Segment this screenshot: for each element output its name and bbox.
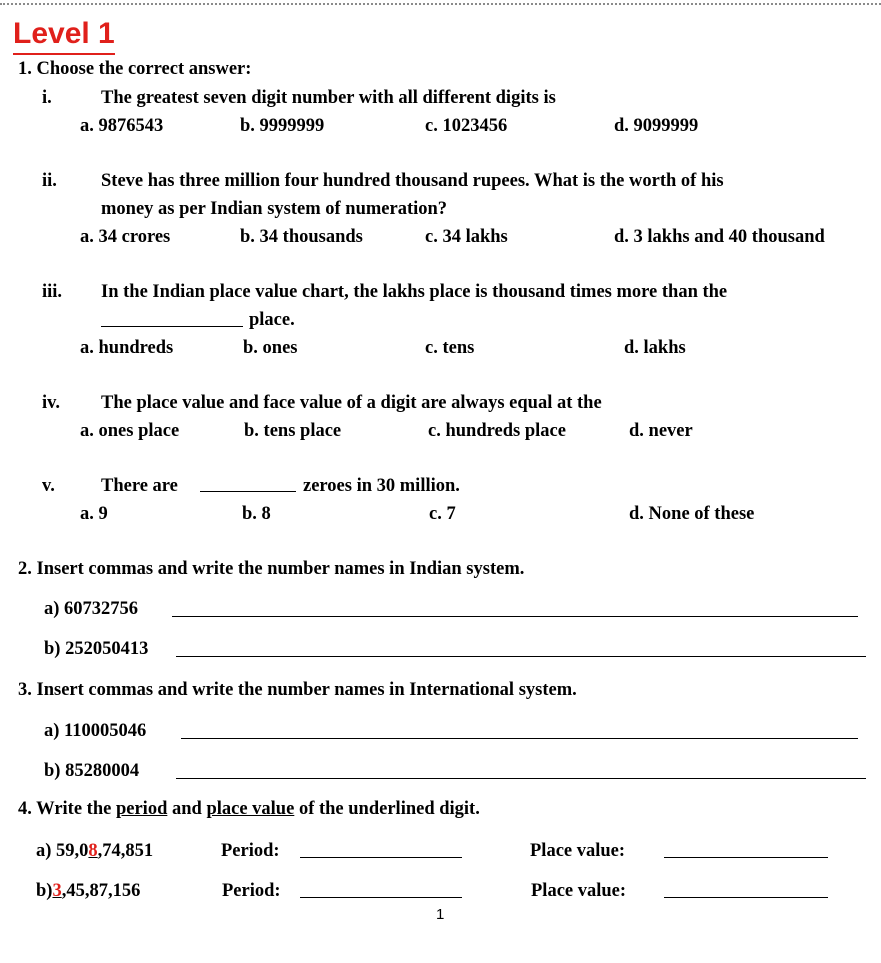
q1-iii-option-a: a. hundreds [80, 338, 174, 358]
q1-i-question: The greatest seven digit number with all different digits is [101, 88, 556, 108]
q1-iii-option-d: d. lakhs [624, 338, 686, 358]
q3-item-b: b) 85280004 [44, 761, 140, 781]
q1-iv-number: iv. [42, 393, 60, 413]
q4-b-suffix: ,45,87,156 [61, 881, 141, 901]
q1-iv-option-a: a. ones place [80, 421, 180, 441]
q4-item-b-number [36, 880, 140, 902]
q1-v-option-b: b. 8 [242, 504, 271, 524]
q1-v-option-d: d. None of these [629, 504, 755, 524]
q1-iii-question-line2: place. [249, 310, 295, 330]
q1-ii-question-line2: money as per Indian system of numeration? [101, 199, 448, 219]
q2-heading: 2. Insert commas and write the number names in Indian system. [18, 559, 525, 579]
q1-iv-option-c: c. hundreds place [428, 421, 566, 441]
q1-ii-option-d: d. 3 lakhs and 40 thousand [614, 227, 825, 247]
q4-a-underlined-digit: 8 [88, 841, 98, 861]
q4-b-prefix: b) [36, 881, 53, 901]
q1-iii-number: iii. [42, 282, 63, 302]
q1-i-option-d: d. 9099999 [614, 116, 699, 136]
q1-i-option-a: a. 9876543 [80, 116, 164, 136]
q4-heading [18, 798, 480, 820]
q1-i-number: i. [42, 88, 52, 108]
q4-a-period-blank[interactable] [300, 857, 462, 858]
q4-b-place-value-blank[interactable] [664, 897, 828, 898]
q4-b-period-blank[interactable] [300, 897, 462, 898]
top-dotted-divider [0, 3, 881, 5]
level-title: Level 1 [13, 16, 115, 55]
q4-a-period-label: Period: [221, 841, 280, 861]
q4-heading-place-value: place value [206, 799, 295, 819]
q4-b-place-value-label: Place value: [531, 881, 627, 901]
q1-ii-number: ii. [42, 171, 57, 191]
q4-heading-and: and [171, 799, 202, 819]
q4-item-a-number [36, 840, 153, 862]
q2-a-answer-line[interactable] [172, 616, 858, 617]
q4-b-underlined-digit: 3 [52, 881, 62, 901]
q2-item-b: b) 252050413 [44, 639, 149, 659]
q4-heading-end: of the underlined digit. [298, 799, 480, 819]
q2-b-answer-line[interactable] [176, 656, 866, 657]
q4-heading-start: 4. Write the [18, 799, 112, 819]
q1-v-number: v. [42, 476, 55, 496]
q1-iii-option-c: c. tens [425, 338, 475, 358]
q1-i-option-c: c. 1023456 [425, 116, 508, 136]
q4-heading-period: period [115, 799, 168, 819]
q1-heading: 1. Choose the correct answer: [18, 59, 252, 79]
q3-item-a: a) 110005046 [44, 721, 147, 741]
q1-i-option-b: b. 9999999 [240, 116, 325, 136]
q1-ii-option-b: b. 34 thousands [240, 227, 363, 247]
q1-ii-option-c: c. 34 lakhs [425, 227, 508, 247]
q1-v-question-part1: There are [101, 476, 178, 496]
q4-a-prefix: a) 59,0 [36, 841, 89, 861]
q4-a-suffix: ,74,851 [97, 841, 154, 861]
q1-v-question-part2: zeroes in 30 million. [303, 476, 460, 496]
q3-heading: 3. Insert commas and write the number names in International system. [18, 680, 577, 700]
q1-iii-question-line1: In the Indian place value chart, the lakhs place is thousand times more than the [101, 282, 728, 302]
q1-v-option-a: a. 9 [80, 504, 108, 524]
q1-ii-question-line1: Steve has three million four hundred thousand rupees. What is the worth of his [101, 171, 724, 191]
q4-b-period-label: Period: [222, 881, 281, 901]
q4-a-place-value-label: Place value: [530, 841, 626, 861]
q1-iii-answer-blank[interactable] [101, 326, 243, 327]
q2-item-a: a) 60732756 [44, 599, 139, 619]
q1-iv-option-b: b. tens place [244, 421, 342, 441]
q1-v-answer-blank[interactable] [200, 491, 296, 492]
q3-a-answer-line[interactable] [181, 738, 858, 739]
q1-ii-option-a: a. 34 crores [80, 227, 171, 247]
q1-v-option-c: c. 7 [429, 504, 456, 524]
q4-a-place-value-blank[interactable] [664, 857, 828, 858]
q3-b-answer-line[interactable] [176, 778, 866, 779]
q1-iii-option-b: b. ones [243, 338, 298, 358]
page-number: 1 [436, 906, 445, 923]
q1-iv-question: The place value and face value of a digit are always equal at the [101, 393, 602, 413]
q1-iv-option-d: d. never [629, 421, 693, 441]
